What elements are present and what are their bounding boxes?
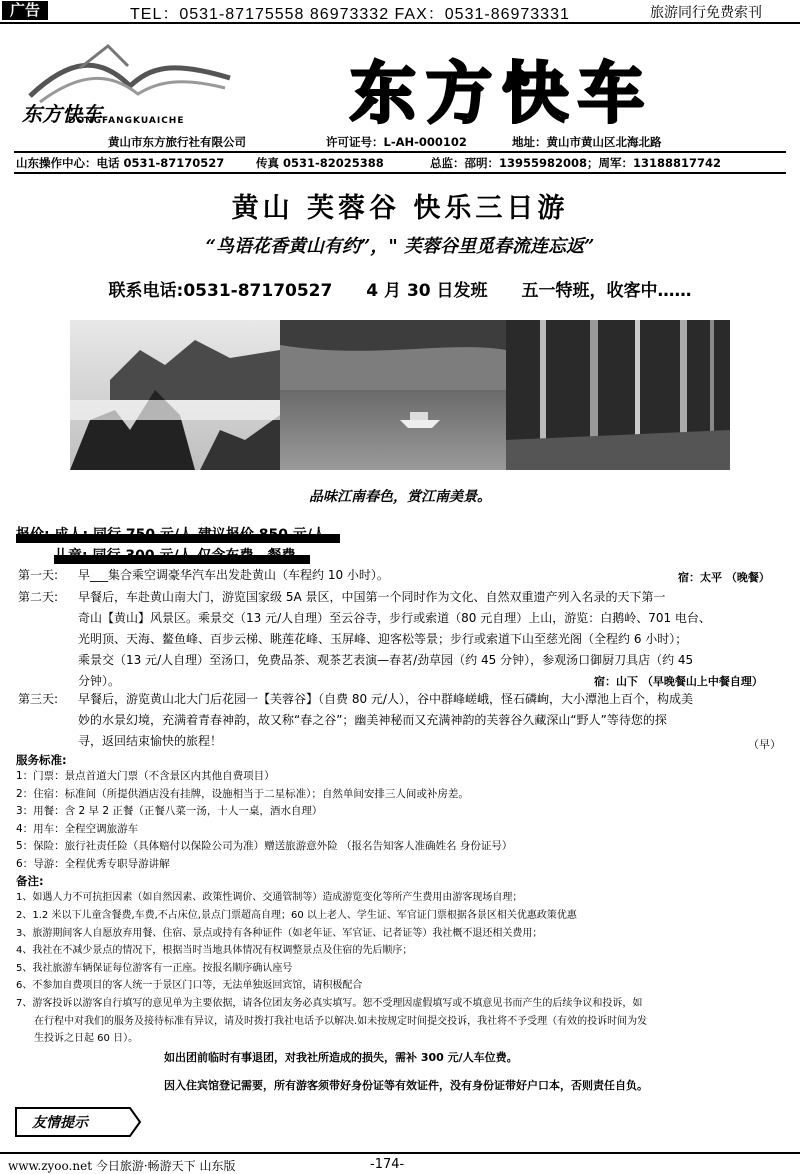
footer [0,1152,800,1174]
note-item: 6、不参加自费项目的客人统一于景区门口等，无法单独返回宾馆，请积极配合 [16,980,363,991]
logo-english-text: DONGFANGKUAICHE [68,116,185,126]
day-line: 乘景交（13 元/人自理）至汤口，免费品茶、观茶艺表演—春茗/劲草园（约 45 分钟），参观汤口御厨刀具店（约 45 [78,653,694,667]
company-name: 黄山市东方旅行社有限公司 [108,135,246,149]
price-child: 儿童: 同行 300 元/人 仅含车费、餐费 [54,548,296,564]
day-line: 妙的水景幻境，充满着青春神韵，故又称“春之谷”；幽美神秘而又充满神韵的芙蓉谷久藏深山“野人”等待您的探 [78,713,667,727]
day-label: 第一天: [18,568,59,582]
day-line: 早餐后，游览黄山北大门后花园一【芙蓉谷】（自费 80 元/人），谷中群峰嵯峨，怪石磷峋，大小潭池上百个，构成美 [78,692,693,706]
service-title: 服务标准: [16,753,67,767]
contact-phone: 联系电话:0531-87170527 [108,281,333,301]
day-line: 光明顶、天海、鳌鱼峰、百步云梯、眺莲花峰、玉屏峰、迎客松等景；步行或索道下山至慈光阁（全程约 6 小时）； [78,632,688,646]
tour-contact-line [0,276,800,301]
price-label: 报价: [16,527,50,543]
company-directors: 总监：邵明：13955982008；周军：13188817742 [430,156,722,170]
header-phones: TEL：0531-87175558 86973332 FAX：0531-86973331 [130,6,570,23]
notes-title: 备注: [16,874,44,888]
divider [14,172,786,174]
tour-title: 黄山 芙蓉谷 快乐三日游 [231,193,569,224]
itinerary-day-3 [18,689,788,752]
furong-valley-lake-photo [280,320,506,470]
departure-date: 4 月 30 日发班 [366,281,488,301]
service-item: 5：保险：旅行社责任险（具体赔付以保险公司为准）赠送旅游意外险 （报名告知客人准确姓名 身份证号） [16,840,513,852]
note-item: 1、如遇人力不可抗拒因素（如自然因素、政策性调价、交通管制等）造成游览变化等所产生费用由游客现场自理； [16,892,523,903]
top-bar [0,0,800,24]
note-item: 生投诉之日起 60 日）。 [34,1033,139,1044]
special-offer: 五一特班，收客中…… [521,281,692,301]
day-1-stay: 宿：太平 （晚餐） [678,571,770,584]
note-item: 4、我社在不减少景点的情况下，根据当时当地具体情况有权调整景点及住宿的先后顺序； [16,945,413,956]
footer-site: www.zyoo.net 今日旅游·畅游天下 山东版 [8,1159,236,1173]
day-line: 早___集合乘空调豪华汽车出发赴黄山（车程约 10 小时）。 [78,568,389,582]
day-line: 早餐后，车赴黄山南大门，游览国家级 5A 景区，中国第一个同时作为文化、自然双重遗产列入名录的天下第一 [78,590,666,604]
day-line: 奇山【黄山】风景区。乘景交（13 元/人自理）至云谷寺，步行或索道（80 元自理）上山，游览：白鹅岭、701 电台、 [78,611,711,625]
service-item: 1：门票：景点首道大门票（不含景区内其他自费项目） [16,770,275,782]
logo-script-text: 东方快车 [22,102,102,126]
page-number: -174- [370,1157,405,1172]
note-item: 3、旅游期间客人自愿放弃用餐、住宿、景点或持有各种证件（如老年证、军官证、记者证等）我社概不退还相关费用； [16,928,543,939]
note-item: 2、1.2 米以下儿童含餐费,车费,不占床位,景点门票超高自理；60 以上老人、学生证、军官证门票根据各景区相关优惠政策优惠 [16,910,577,921]
ad-tag: 广告 [2,1,48,20]
day-line: 分钟）。 [78,674,121,688]
day-2-stay: 宿：山下 （早晚餐山上中餐自理） [594,675,763,688]
company-address: 地址：黄山市黄山区北海北路 [512,135,662,149]
day-3-stay: （早） [748,738,781,751]
scenery-photo-strip [70,320,730,470]
day-label: 第三天: [18,692,59,706]
day-label: 第二天: [18,590,59,604]
bamboo-forest-photo [506,320,730,470]
friendly-tip-tag [12,1100,142,1144]
service-item: 6：导游：全程优秀专职导游讲解 [16,858,170,870]
company-license: 许可证号：L-AH-000102 [326,135,467,149]
note-item: 7、游客投诉以游客自行填写的意见单为主要依据，请各位团友务必真实填写。恕不受理因虚假填写或不填意见书而产生的后续争议和投诉，如 [16,998,643,1009]
price-adult-text: 成人: 同行 750 元/人 建议报价 850 元/人 [54,527,327,543]
service-item: 2：住宿：标准间（所提供酒店没有挂牌，设施相当于二星标准）；自然单间安排三人间或补房差。 [16,788,469,800]
note-item: 在行程中对我们的服务及接待标准有异议，请及时拨打我社电话予以解决.如未按规定时间提交投诉，我社将不予受理（有效的投诉时间为发 [34,1016,648,1027]
photo-caption: 品味江南春色，赏江南美景。 [309,489,491,505]
friendly-tip-text: 友情提示 [32,1115,88,1131]
divider [14,151,786,153]
price-adult [16,524,326,544]
service-item: 4：用车：全程空调旅游车 [16,823,139,835]
cancel-warning: 如出团前临时有事退团，对我社所造成的损失，需补 300 元/人车位费。 [164,1051,518,1064]
day-line: 寻，返回结束愉快的旅程！ [78,734,223,748]
operation-center: 山东操作中心：电话 0531-87170527 [16,156,225,170]
brand-title: 东方快车 [350,54,654,132]
free-catalog-tag: 旅游同行免费索刊 [650,5,762,21]
note-item: 5、我社旅游车辆保证每位游客有一正座。按报名顺序确认座号 [16,963,293,974]
company-fax: 传真 0531-82025388 [256,156,384,170]
service-item: 3：用餐：含 2 早 2 正餐（正餐八菜一汤，十人一桌，酒水自理） [16,805,323,817]
scenery-photos [70,320,730,470]
huangshan-peaks-photo [70,320,280,470]
tour-slogan: “鸟语花香黄山有约”，" 芙蓉谷里觅春流连忘返” [205,236,595,257]
id-warning: 因入住宾馆登记需要，所有游客须带好身份证等有效证件，没有身份证带好户口本，否则责任自负。 [164,1079,648,1092]
itinerary-day-1 [18,565,788,586]
